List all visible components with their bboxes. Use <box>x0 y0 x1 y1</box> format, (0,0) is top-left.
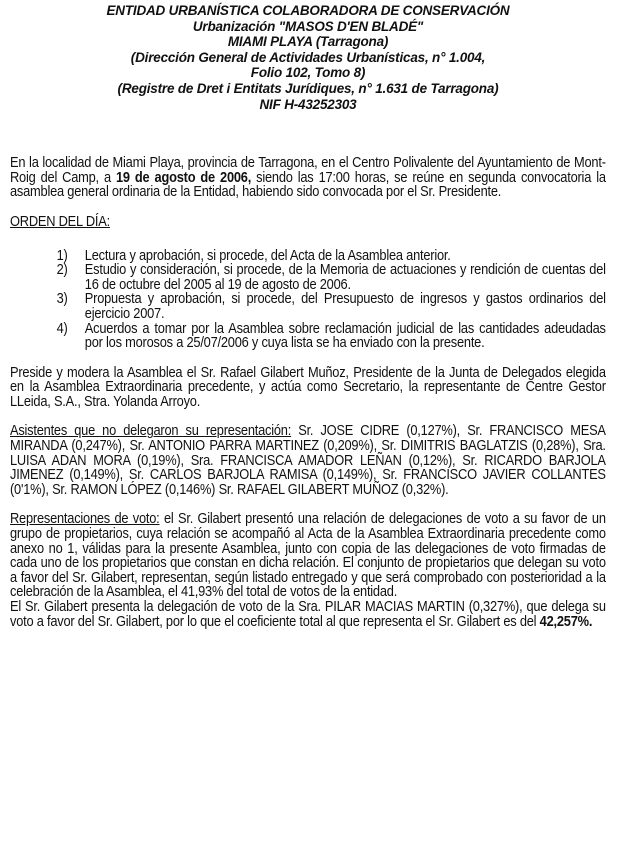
agenda-item-text: Lectura y aprobación, si procede, del Acta de la Asamblea anterior. <box>84 247 451 264</box>
delegation-text: El Sr. Gilabert presenta la delegación de voto de la Sra. PILAR MACIAS MARTIN (0,327%), que delega su voto a favor del Sr. Gilabert, por lo que el coeficiente total al que representa el Sr. Gilabert es del <box>10 599 606 630</box>
document-header <box>25 4 591 113</box>
presidency-paragraph: Preside y modera la Asamblea el Sr. Rafael Gilabert Muñoz, Presidente de la Junta de Delegados elegida en la Asamblea Extraordinaria precedente, y actúa como Secretario, la representante de Centre Gestor LLeida, S.A., Stra. Yolanda Arroyo. <box>10 364 606 410</box>
agenda-item-text: Estudio y consideración, si procede, de la Memoria de actuaciones y rendición de cuentas del 16 de octubre del 2005 al 19 de agosto de 2006. <box>84 262 606 293</box>
intro-text-continued: siendo las 17:00 horas, se reúne en segunda convocatoria la asamblea general ordinaria de la Entidad, habiendo sido convocada por el Sr. Presidente. <box>10 169 606 201</box>
nif: NIF H-43252303 <box>259 96 357 113</box>
agenda-list <box>10 249 606 351</box>
location: MIAMI PLAYA (Tarragona) <box>227 34 389 51</box>
registry-line-2: Folio 102, Tomo 8) <box>250 65 366 82</box>
document-page <box>10 4 606 629</box>
attendees-paragraph <box>10 424 606 497</box>
document-body <box>10 156 606 629</box>
votes-paragraph <box>10 512 606 600</box>
agenda-item-text: Acuerdos a tomar por la Asamblea sobre reclamación judicial de las cantidades adeudadas por los morosos a 25/07/2006 y cuya lista se ha enviado con la presente. <box>84 320 606 352</box>
entity-name: ENTIDAD URBANÍSTICA COLABORADORA DE CONSERVACIÓN <box>106 3 510 19</box>
agenda-item <box>57 322 606 351</box>
intro-text: En la localidad de Miami Playa, provincia de Tarragona, en el Centro Polivalente del Ayuntamiento de Mont-Roig del Camp, a <box>10 155 606 186</box>
urbanization-name: Urbanización "MASOS D'EN BLADÉ" <box>192 18 424 35</box>
agenda-item-number: 2) <box>56 262 68 279</box>
agenda-item <box>57 263 606 292</box>
agenda-item <box>57 249 606 264</box>
votes-text: el Sr. Gilabert presentó una relación de delegaciones de voto a su favor de un grupo de propietarios, cuya relación se acompañó al Acta de la Asamblea Extraordinaria precedente como anexo no 1, válidas para la presente Asamblea, junto con copia de las delegaciones de voto firmadas de cada uno de los propietarios que constan en dicha relación. El conjunto de propietarios que delegan su voto a favor del Sr. Gilabert, representan, según listado entregado y que será comprobado con posterioridad a la celebración de la Asamblea, el 41,93% del total de votos de la entidad. <box>10 511 606 601</box>
registry-line-3: (Registre de Dret i Entitats Jurídiques, n° 1.631 de Tarragona) <box>117 80 499 97</box>
registry-line-1: (Dirección General de Actividades Urbanísticas, n° 1.004, <box>130 49 486 66</box>
agenda-item-number: 1) <box>56 247 68 264</box>
attendees-list: Sr. JOSE CIDRE (0,127%), Sr. FRANCISCO MESA MIRANDA (0,247%), Sr. ANTONIO PARRA MARTINEZ (0,209%), Sr. DIMITRIS BAGLATZIS (0,28%), Sra. LUISA ADAN MORA (0,19%), Sra. FRANCISCA AMADOR LEÑAN (0,12%), Sr. RICARDO BARJOLA JIMENEZ (0,149%), Sr. CARLOS BARJOLA RAMISA (0,149%), Sr. FRANCISCO JAVIER COLLANTES (0'1%), Sr. RAMON LÓPEZ (0,146%) Sr. RAFAEL GILABERT MUÑOZ (0,32%). <box>10 423 606 498</box>
intro-paragraph <box>10 156 606 200</box>
total-coefficient: 42,257%. <box>539 613 593 630</box>
agenda-item-text: Propuesta y aprobación, si procede, del Presupuesto de ingresos y gastos ordinarios del ejercicio 2007. <box>84 291 606 322</box>
attendees-label: Asistentes que no delegaron su representación: <box>10 423 292 440</box>
agenda-heading: ORDEN DEL DÍA: <box>10 213 110 230</box>
agenda-item-number: 3) <box>56 291 68 308</box>
meeting-date: 19 de agosto de 2006, <box>115 169 252 186</box>
votes-label: Representaciones de voto: <box>10 511 160 528</box>
delegation-paragraph <box>10 600 606 629</box>
agenda-item-number: 4) <box>56 320 68 337</box>
agenda-item <box>57 292 606 321</box>
